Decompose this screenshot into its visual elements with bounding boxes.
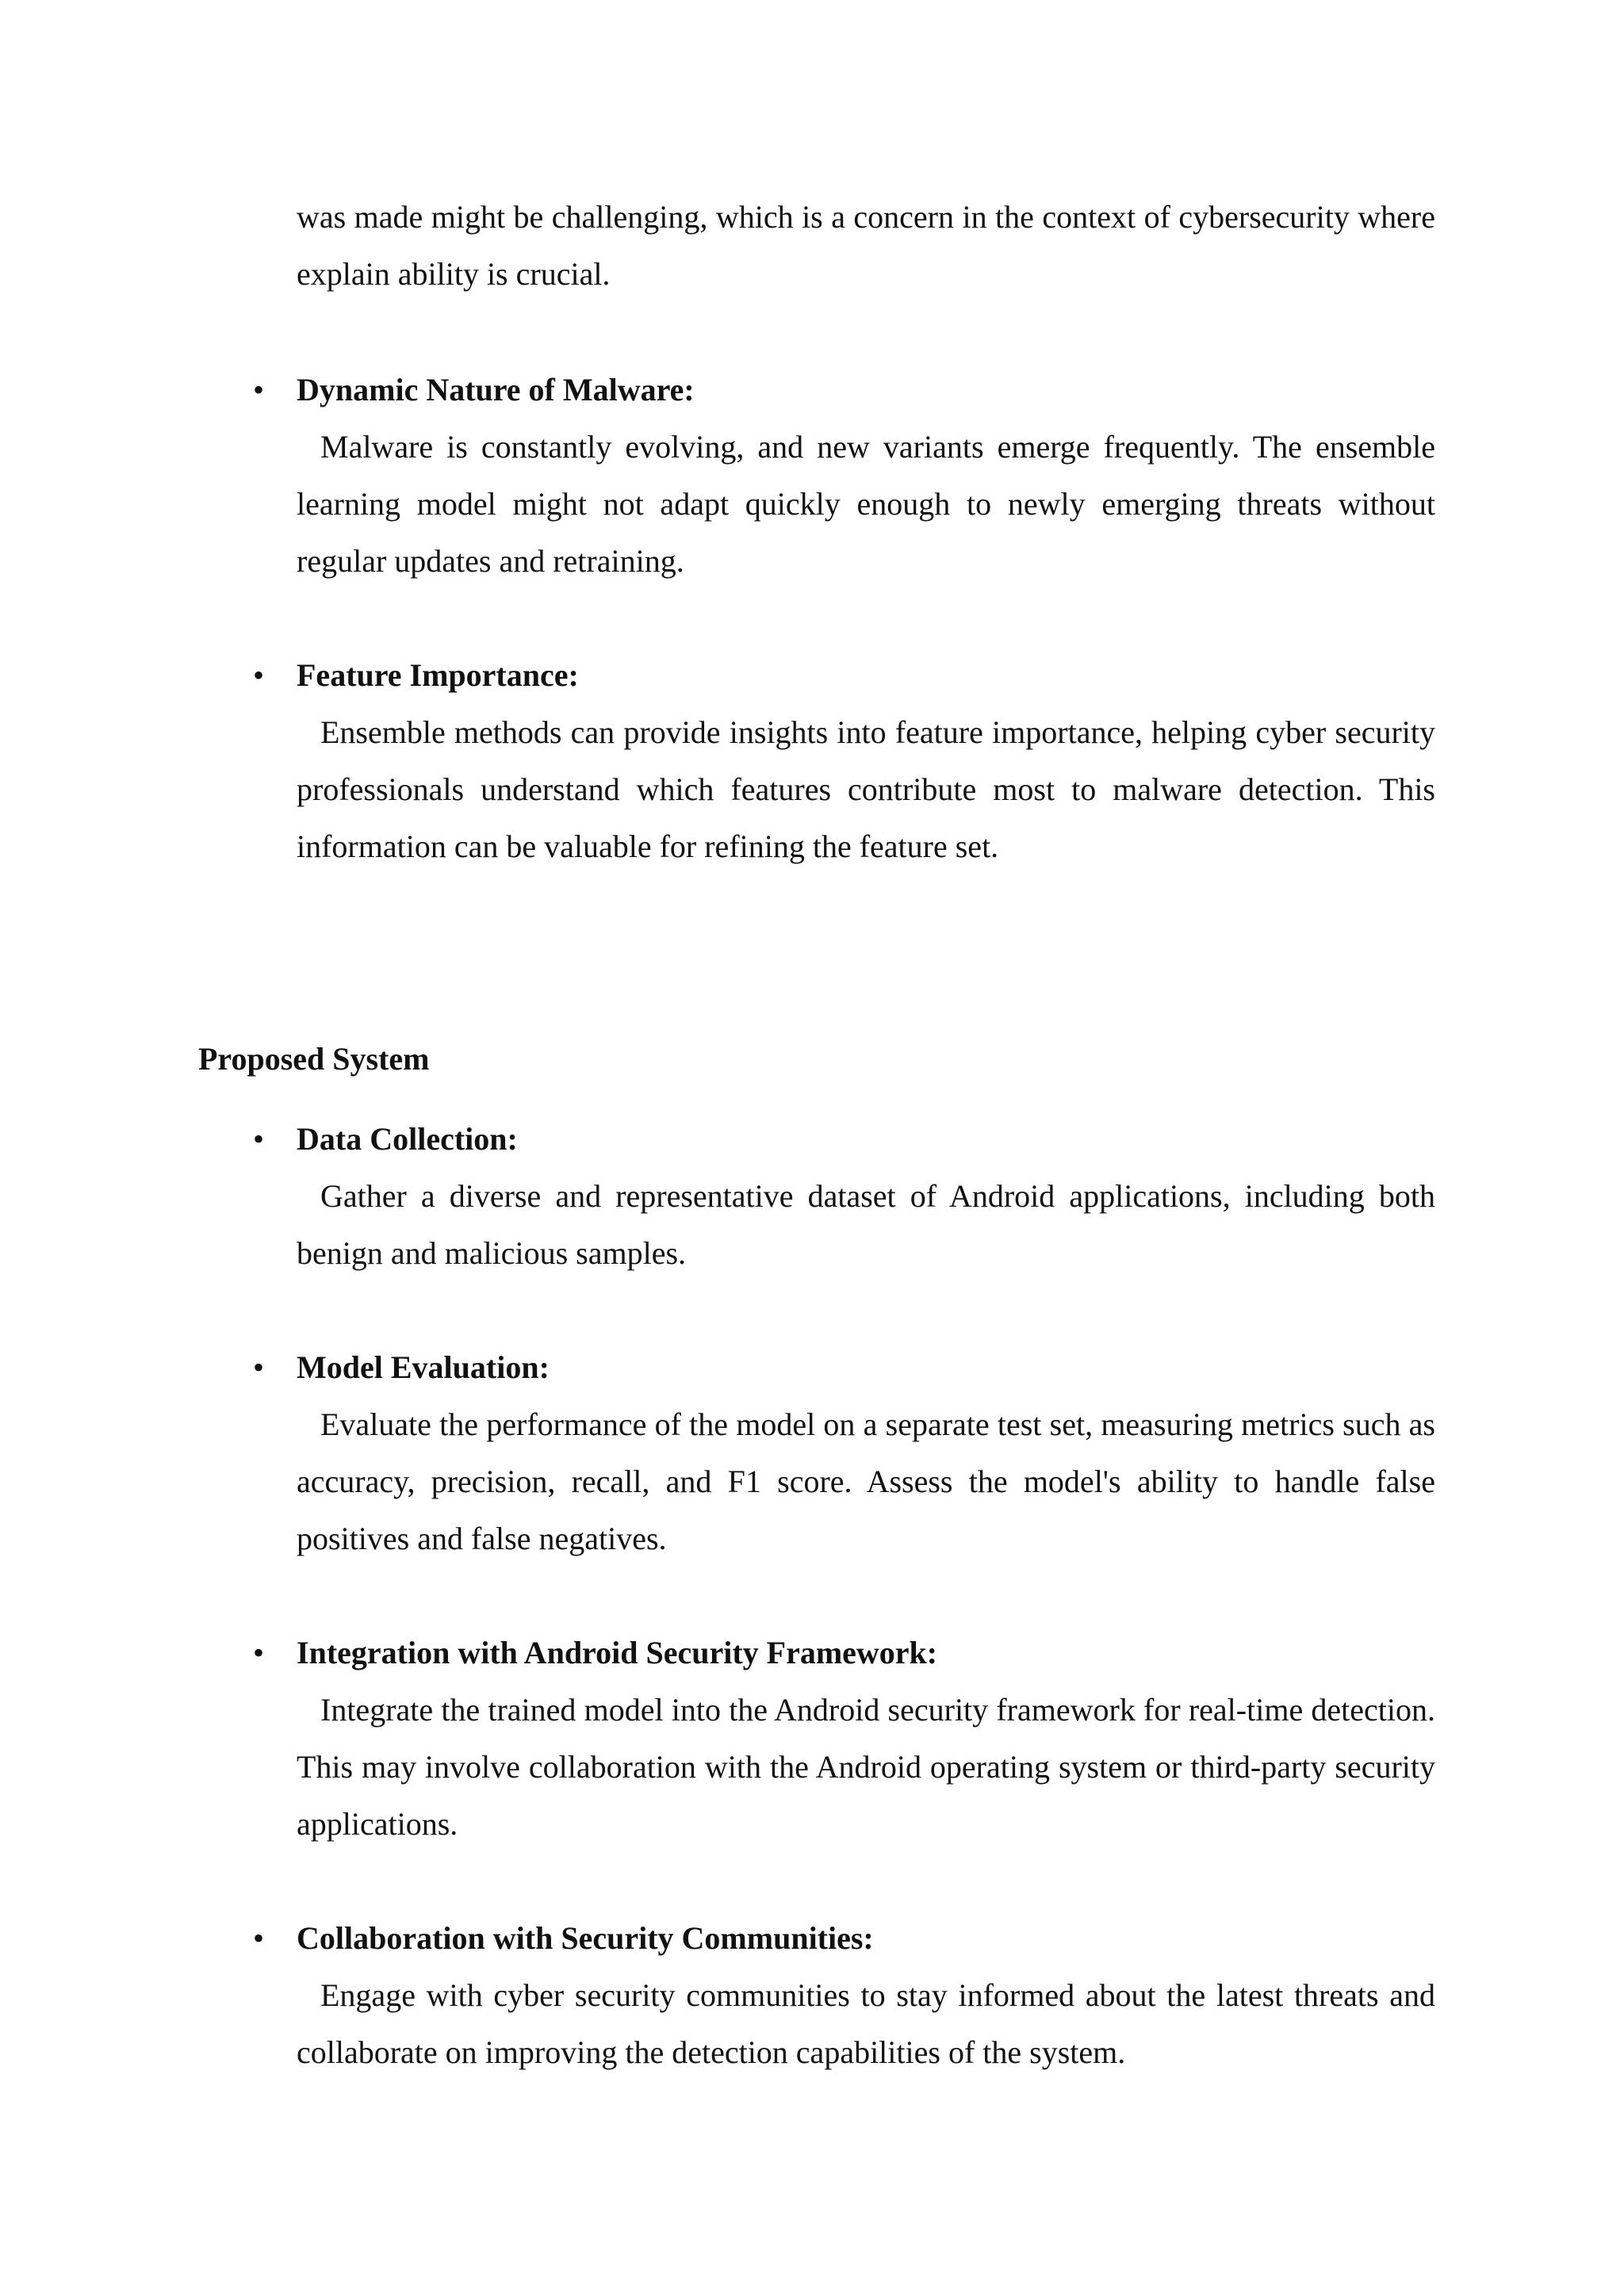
list-item-body: Gather a diverse and representative dataset of Android applications, including both benign and malicious samples. [297, 1178, 1435, 1271]
list-item-heading: Integration with Android Security Framework: [297, 1635, 938, 1670]
bullet-icon: • [252, 1121, 264, 1157]
list-item-body: Integrate the trained model into the Android security framework for real-time detection. This may involve collaboration with the Android operating system or third-party security applications. [297, 1692, 1435, 1842]
list-item-heading: Collaboration with Security Communities: [297, 1920, 874, 1956]
list-item-body: Ensemble methods can provide insights into feature importance, helping cyber security professionals understand which features contribute most to malware detection. This information can be valuable for refining the feature set. [297, 714, 1435, 864]
section-heading: Proposed System [198, 1041, 430, 1077]
list-item-body: Malware is constantly evolving, and new variants emerge frequently. The ensemble learning model might not adapt quickly enough to newly emerging threats without regular updates and retraining. [297, 429, 1435, 579]
bullet-icon: • [252, 1349, 264, 1385]
list-item-body: Evaluate the performance of the model on a separate test set, measuring metrics such as accuracy, precision, recall, and F1 score. Assess the model's ability to handle false positives and false negatives. [297, 1406, 1435, 1556]
list-item-heading: Data Collection: [297, 1121, 518, 1157]
list-item-heading: Model Evaluation: [297, 1349, 550, 1385]
list-item-heading: Dynamic Nature of Malware: [297, 372, 695, 408]
bullet-icon: • [252, 657, 264, 693]
intro-continuation-paragraph: was made might be challenging, which is a concern in the context of cybersecurity where explain ability is crucial. [297, 199, 1435, 292]
list-item-body: Engage with cyber security communities to stay informed about the latest threats and collaborate on improving the detection capabilities of the system. [297, 1977, 1435, 2070]
bullet-icon: • [252, 372, 264, 408]
bullet-icon: • [252, 1920, 264, 1956]
list-item-heading: Feature Importance: [297, 657, 579, 693]
bullet-icon: • [252, 1635, 264, 1670]
